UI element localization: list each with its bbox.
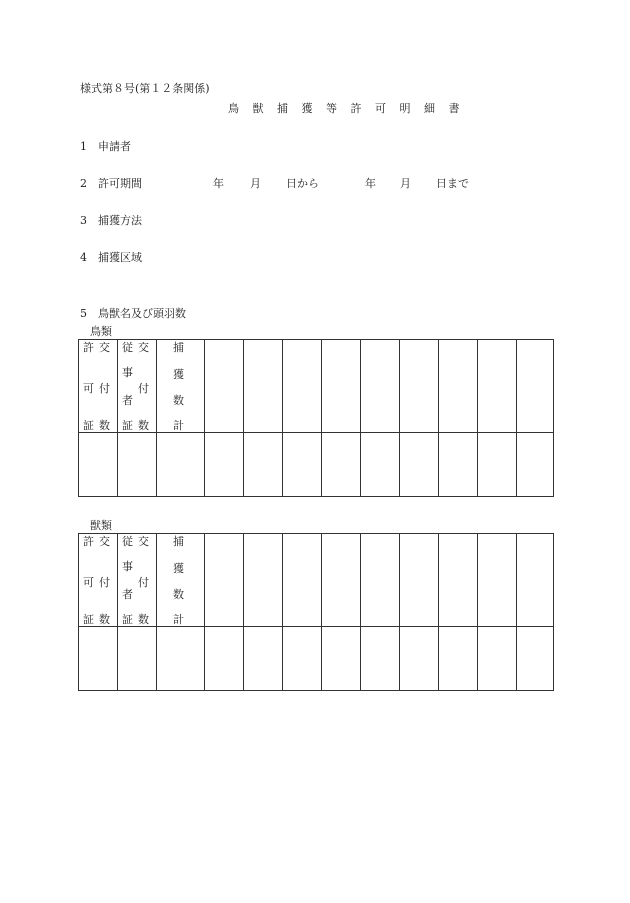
species-count-cell[interactable] [322, 627, 361, 691]
permit-count-header [79, 534, 118, 627]
species-count-cell[interactable] [361, 627, 400, 691]
to-year-field: 年 [365, 177, 376, 190]
header-char: 数 [99, 613, 110, 626]
header-char: 獲 [173, 368, 184, 381]
header-char: 交 [138, 535, 149, 548]
header-char: 交 [99, 341, 110, 354]
header-char: 可 [83, 382, 94, 395]
header-char: 許 [83, 535, 94, 548]
species-name-cell[interactable] [322, 340, 361, 433]
species-name-cell[interactable] [400, 534, 439, 627]
header-char: 計 [173, 613, 184, 626]
species-name-cell[interactable] [244, 340, 283, 433]
item-number: 1 [80, 140, 87, 153]
header-char: 数 [99, 419, 110, 432]
header-char: 数 [138, 419, 149, 432]
species-count-cell[interactable] [361, 433, 400, 497]
species-name-cell[interactable] [478, 340, 517, 433]
item-capture-area [80, 249, 142, 265]
capture-total-header [157, 534, 205, 627]
permit-count-cell[interactable] [79, 627, 118, 691]
header-char: 数 [173, 588, 184, 601]
species-count-cell[interactable] [244, 627, 283, 691]
species-count-cell[interactable] [400, 433, 439, 497]
header-char: 計 [173, 419, 184, 432]
header-char: 者 [122, 588, 133, 601]
species-name-cell[interactable] [361, 340, 400, 433]
birds-table-label: 鳥類 [90, 325, 112, 338]
worker-count-cell[interactable] [118, 627, 157, 691]
worker-count-header [118, 534, 157, 627]
species-count-cell[interactable] [478, 433, 517, 497]
species-count-cell[interactable] [478, 627, 517, 691]
header-char: 者 [122, 394, 133, 407]
header-char: 許 [83, 341, 94, 354]
capture-total-cell[interactable] [157, 433, 205, 497]
species-count-cell[interactable] [517, 627, 554, 691]
to-day-field: 日まで [436, 177, 469, 190]
header-char: 獲 [173, 562, 184, 575]
header-char: 数 [173, 394, 184, 407]
permit-period-fields [80, 175, 500, 189]
header-char: 可 [83, 576, 94, 589]
header-char: 交 [138, 341, 149, 354]
from-month-field: 月 [250, 177, 261, 190]
header-char: 従 [122, 341, 133, 354]
item-number: 3 [80, 214, 87, 227]
item-species-count [80, 305, 186, 321]
table-value-row [79, 433, 554, 497]
header-char: 付 [99, 382, 110, 395]
birds-table [78, 339, 554, 497]
header-char: 証 [83, 613, 94, 626]
species-name-cell[interactable] [205, 534, 244, 627]
header-char: 付 [99, 576, 110, 589]
header-char: 捕 [173, 535, 184, 548]
item-applicant [80, 138, 131, 154]
table-header-row [79, 340, 554, 433]
header-char: 従 [122, 535, 133, 548]
header-char: 事 [122, 560, 133, 573]
header-char: 付 [138, 576, 149, 589]
header-char: 証 [122, 613, 133, 626]
species-name-cell[interactable] [244, 534, 283, 627]
species-name-cell[interactable] [517, 534, 554, 627]
from-day-field: 日から [286, 177, 319, 190]
mammals-table [78, 533, 554, 691]
species-name-cell[interactable] [478, 534, 517, 627]
capture-total-header [157, 340, 205, 433]
mammals-table-label: 獣類 [90, 519, 112, 532]
species-count-cell[interactable] [517, 433, 554, 497]
species-name-cell[interactable] [439, 534, 478, 627]
capture-total-cell[interactable] [157, 627, 205, 691]
species-name-cell[interactable] [517, 340, 554, 433]
document-title: 鳥 獣 捕 獲 等 許 可 明 細 書 [228, 102, 465, 115]
item-label: 鳥獣名及び頭羽数 [98, 307, 186, 320]
worker-count-header [118, 340, 157, 433]
header-char: 事 [122, 366, 133, 379]
species-name-cell[interactable] [283, 534, 322, 627]
item-label: 許可期間 [98, 177, 142, 190]
from-year-field: 年 [213, 177, 224, 190]
table-header-row [79, 534, 554, 627]
header-char: 交 [99, 535, 110, 548]
species-count-cell[interactable] [205, 627, 244, 691]
species-name-cell[interactable] [322, 534, 361, 627]
header-char: 数 [138, 613, 149, 626]
form-number: 様式第８号(第１２条関係) [80, 82, 210, 95]
worker-count-cell[interactable] [118, 433, 157, 497]
item-label: 捕獲区域 [98, 251, 142, 264]
species-count-cell[interactable] [439, 627, 478, 691]
item-number: 4 [80, 251, 87, 264]
item-permit-period [80, 175, 500, 189]
item-number: 2 [80, 177, 87, 190]
item-capture-method [80, 212, 142, 228]
header-char: 捕 [173, 341, 184, 354]
header-char: 付 [138, 382, 149, 395]
species-count-cell[interactable] [205, 433, 244, 497]
species-count-cell[interactable] [283, 433, 322, 497]
header-char: 証 [122, 419, 133, 432]
species-count-cell[interactable] [244, 433, 283, 497]
permit-count-cell[interactable] [79, 433, 118, 497]
to-month-field: 月 [400, 177, 411, 190]
species-count-cell[interactable] [400, 627, 439, 691]
species-name-cell[interactable] [439, 340, 478, 433]
species-name-cell[interactable] [361, 534, 400, 627]
species-count-cell[interactable] [322, 433, 361, 497]
species-count-cell[interactable] [439, 433, 478, 497]
permit-count-header [79, 340, 118, 433]
item-number: 5 [80, 307, 87, 320]
species-name-cell[interactable] [205, 340, 244, 433]
species-name-cell[interactable] [283, 340, 322, 433]
table-value-row [79, 627, 554, 691]
header-char: 証 [83, 419, 94, 432]
item-label: 捕獲方法 [98, 214, 142, 227]
item-label: 申請者 [98, 140, 131, 153]
species-count-cell[interactable] [283, 627, 322, 691]
species-name-cell[interactable] [400, 340, 439, 433]
